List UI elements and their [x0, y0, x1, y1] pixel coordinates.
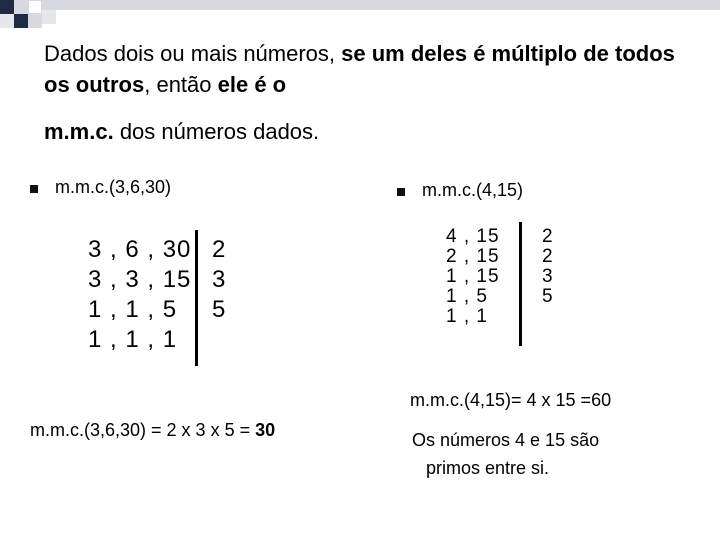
right-row-2-factor: 2: [542, 246, 554, 267]
left-result-value: 30: [255, 420, 276, 440]
title-part-3: , então: [144, 72, 218, 97]
right-row-4-factor: 5: [542, 286, 554, 307]
right-row-3-factor: 3: [542, 266, 554, 287]
right-division-line: [519, 222, 522, 346]
decorative-squares: [0, 0, 720, 40]
left-result: [30, 420, 275, 441]
left-row-2-factor: 3: [212, 266, 227, 293]
left-row-2-values: 3 , 3 , 15: [88, 266, 192, 293]
right-note-line-1: Os números 4 e 15 são: [412, 430, 600, 450]
left-bullet-label: m.m.c.(3,6,30): [55, 177, 172, 197]
right-note-line-2: primos entre si.: [426, 458, 550, 478]
title-part-1: Dados dois ou mais números,: [44, 41, 342, 66]
right-note: [412, 426, 599, 482]
title-part-5: m.m.c.: [44, 119, 114, 144]
title-part-4: ele é o: [217, 72, 287, 97]
left-result-text: m.m.c.(3,6,30) = 2 x 3 x 5 =: [30, 420, 256, 440]
left-row-3-values: 1 , 1 , 5: [88, 296, 178, 323]
bullet-square-icon: [30, 185, 38, 193]
right-row-1-values: 4 , 15: [446, 226, 500, 247]
title-part-2: se um deles é múltiplo de todos os outros: [44, 41, 675, 97]
bullet-square-icon: [397, 188, 405, 196]
right-bullet-label: m.m.c.(4,15): [422, 180, 524, 200]
left-division-line: [195, 230, 198, 366]
right-row-2-values: 2 , 15: [446, 246, 500, 267]
left-row-1-factor: 2: [212, 236, 227, 263]
title-part-6: dos números dados.: [113, 119, 320, 144]
left-row-3-factor: 5: [212, 296, 227, 323]
title-line-3: [44, 116, 684, 147]
slide-title: [44, 38, 684, 147]
left-row-1-values: 3 , 6 , 30: [88, 236, 192, 263]
right-row-3-values: 1 , 15: [446, 266, 500, 287]
right-row-1-factor: 2: [542, 226, 554, 247]
right-row-5-values: 1 , 1: [446, 306, 488, 327]
right-result: m.m.c.(4,15)= 4 x 15 =60: [410, 390, 612, 410]
left-row-4-values: 1 , 1 , 1: [88, 326, 178, 353]
right-row-4-values: 1 , 5: [446, 286, 488, 307]
